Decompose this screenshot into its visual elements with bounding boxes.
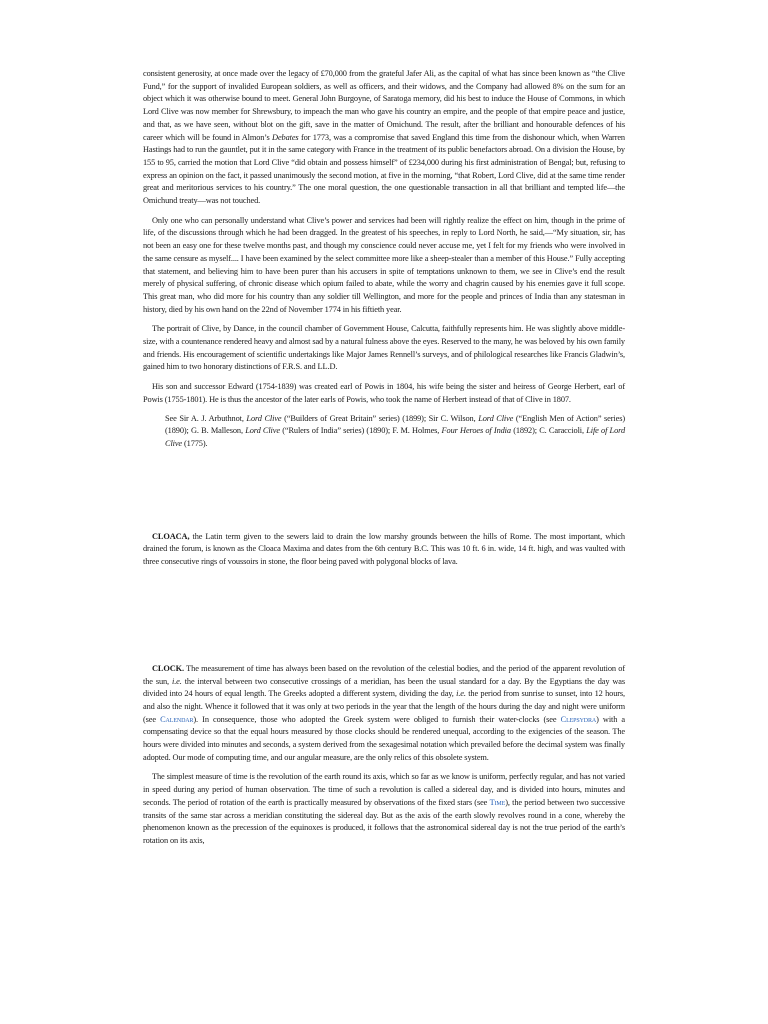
text-run: (“Rulers of India” series) (1890); F. M. Holmes, [279,426,442,436]
clive-paragraph-3: The portrait of Clive, by Dance, in the council chamber of Government House, Calcutta, faithfully represents him. He was slightly above middle-size, with a countenance rendered heavy and almost sad by a natural fulness above the eyes. Reserved to the many, he was beloved by his own family and friends. His encouragement of scientific undertakings like Major James Rennell’s surveys, and of philological researches like Francis Gladwin’s, gained him to two honorary distinctions of F.R.S. and LL.D. [143,324,625,372]
book-title: Lord Clive [245,426,280,436]
text-run: This was 10 ft. 6 in. wide, 14 ft. high, and was vaulted with three consecutive rings of voussoirs in stone, the floor being paved with polygonal blocks of lava. [143,544,625,567]
link-time[interactable]: Time [489,797,506,807]
abbrev: i.e. [172,676,182,686]
article-page [143,68,625,848]
era-abbreviation: B.C. [413,544,429,554]
text-run: (“English Men of Action” series) (1890); G. B. Malleson, [165,413,625,436]
clive-bibliography [165,413,625,451]
entry-heading-clock: CLOCK. [152,663,184,673]
text-run: ), the period between two successive transits of the same star across a meridian constituting the sidereal day. But as the axis of the earth slowly revolves round in a cone, whereby the phenomenon known as the precession of the equinoxes is produced, it follows that the astronomical sidereal day is not the true period of the earth’s rotation on its axis, [143,797,625,845]
text-run: the Latin term given to the sewers laid to drain the low marshy grounds between the hills of Rome. The most important, which drained the forum, is known as the Cloaca Maxima and dates from the 6th century [143,531,625,554]
clive-paragraph-1 [143,68,625,208]
link-clepsydra[interactable]: Clepsydra [560,714,597,724]
text-run: consistent generosity, at once made over the legacy of £70,000 from the grateful Jafer Ali, as the capital of what has since been known as “the Clive Fund,” for the support of invalided European soldiers, as well as officers, and their widows, and the Company had allowed 8% on the sum for an object which it was otherwise bound to meet. General John Burgoyne, of Saratoga memory, did his best to induce the House of Commons, in which Lord Clive was now member for Shrewsbury, to impeach the man who gave his country an empire, and the people of that empire peace and justice, and that, as we have seen, without blot on the gift, save in the matter of Omichund. The result, after the brilliant and honourable defences of his career which will be found in Almon’s [143,69,625,142]
book-title: Lord Clive [478,413,514,423]
text-run: ). In consequence, those who adopted the Greek system were obliged to furnish their water-clocks (see [193,714,561,724]
link-calendar[interactable]: Calendar [160,714,194,724]
text-run: (1775). [182,438,208,448]
book-title: Life of Lord Clive [165,426,626,448]
text-run: (“Builders of Great Britain” series) (1899); Sir C. Wilson, [281,413,479,423]
book-title: Four Heroes of India [441,426,511,436]
text-run: The simplest measure of time is the revolution of the earth round its axis, which so far as we know is uniform, perfectly regular, and has not varied in speed during any period of human observation. The time of such a revolution is called a sidereal day, and is divided into hours, minutes and seconds. The period of rotation of the earth is practically measured by observations of the fixed stars (see [143,772,625,807]
clock-paragraph-2 [143,771,625,847]
text-run: the interval between two consecutive crossings of a meridian, has been the usual standard for a day. By the Egyptians the day was divided into 24 hours of equal length. The Greeks adopted a different system, dividing the day, [143,676,625,699]
text-run: the period from sunrise to sunset, into 12 hours, and also the night. Whence it followed that it was only at two periods in the year that the length of the hours during the day and night were uniform (see [143,689,625,724]
clive-paragraph-2: Only one who can personally understand what Clive’s power and services had been will rightly realize the effect on him, though in the prime of life, of the discussions through which he had been dragged. In the greatest of his speeches, in reply to Lord North, he said,—“My situation, sir, has not been an easy one for these twelve months past, and though my conscience could never accuse me, yet I felt for my friends who were involved in the same censure as myself.... I have been examined by the select committee more like a sheep-stealer than a member of this House.” Fully accepting that statement, and believing him to have been purer than his accusers in spite of temptations unknown to them, we see in Clive’s end the result merely of physical suffering, of chronic disease which opium failed to abate, while the worry and chagrin caused by his enemies gave it full scope. This great man, who did more for his country than any soldier till Wellington, and more for the people and princes of India than any statesman in history, died by his own hand on the 22nd of November 1774 in his fiftieth year. [143,215,625,314]
book-title: Lord Clive [246,413,282,423]
cloaca-entry [143,531,625,569]
text-run: The measurement of time has always been based on the revolution of the celestial bodies, and the period of the apparent revolution of the sun, [143,663,625,686]
abbrev: i.e. [456,689,466,699]
text-run: for 1773, was a compromise that saved England this time from the dishonour which, when Warren Hastings had to run the gauntlet, put it in the same category with France in the treatment of its public benefactors abroad. On a division the House, by 155 to 95, carried the motion that Lord Clive “did obtain and possess himself” of £234,000 during his first administration of Bengal; but, refusing to express an opinion on the fact, it passed unanimously the second motion, at five in the morning, “that Robert, Lord Clive, did at the same time render great and meritorious services to his country.” The one moral question, the one questionable transaction in all that brilliant and tempted life—the Omichund treaty—was not touched. [143,132,625,206]
debates-title: Debates [272,132,299,142]
clock-paragraph-1 [143,663,625,765]
clive-paragraph-4: His son and successor Edward (1754-1839) was created earl of Powis in 1804, his wife being the sister and heiress of George Herbert, earl of Powis (1755-1801). He is thus the ancestor of the later earls of Powis, who took the name of Herbert instead of that of Clive in 1807. [143,382,625,404]
text-run: (1892); C. Caraccioli, [510,426,587,436]
text-run: ) with a compensating device so that the equal hours measured by those clocks should be rendered unequal, according to the exigencies of the season. The hours were divided into minutes and seconds, a system derived from the sexagesimal notation which prevailed before the decimal system was finally adopted. Our mode of computing time, and our angular measure, are the only relics of this obsolete system. [143,714,626,762]
entry-heading-cloaca: CLOACA, [152,531,190,541]
text-run: See Sir A. J. Arbuthnot, [165,413,247,423]
